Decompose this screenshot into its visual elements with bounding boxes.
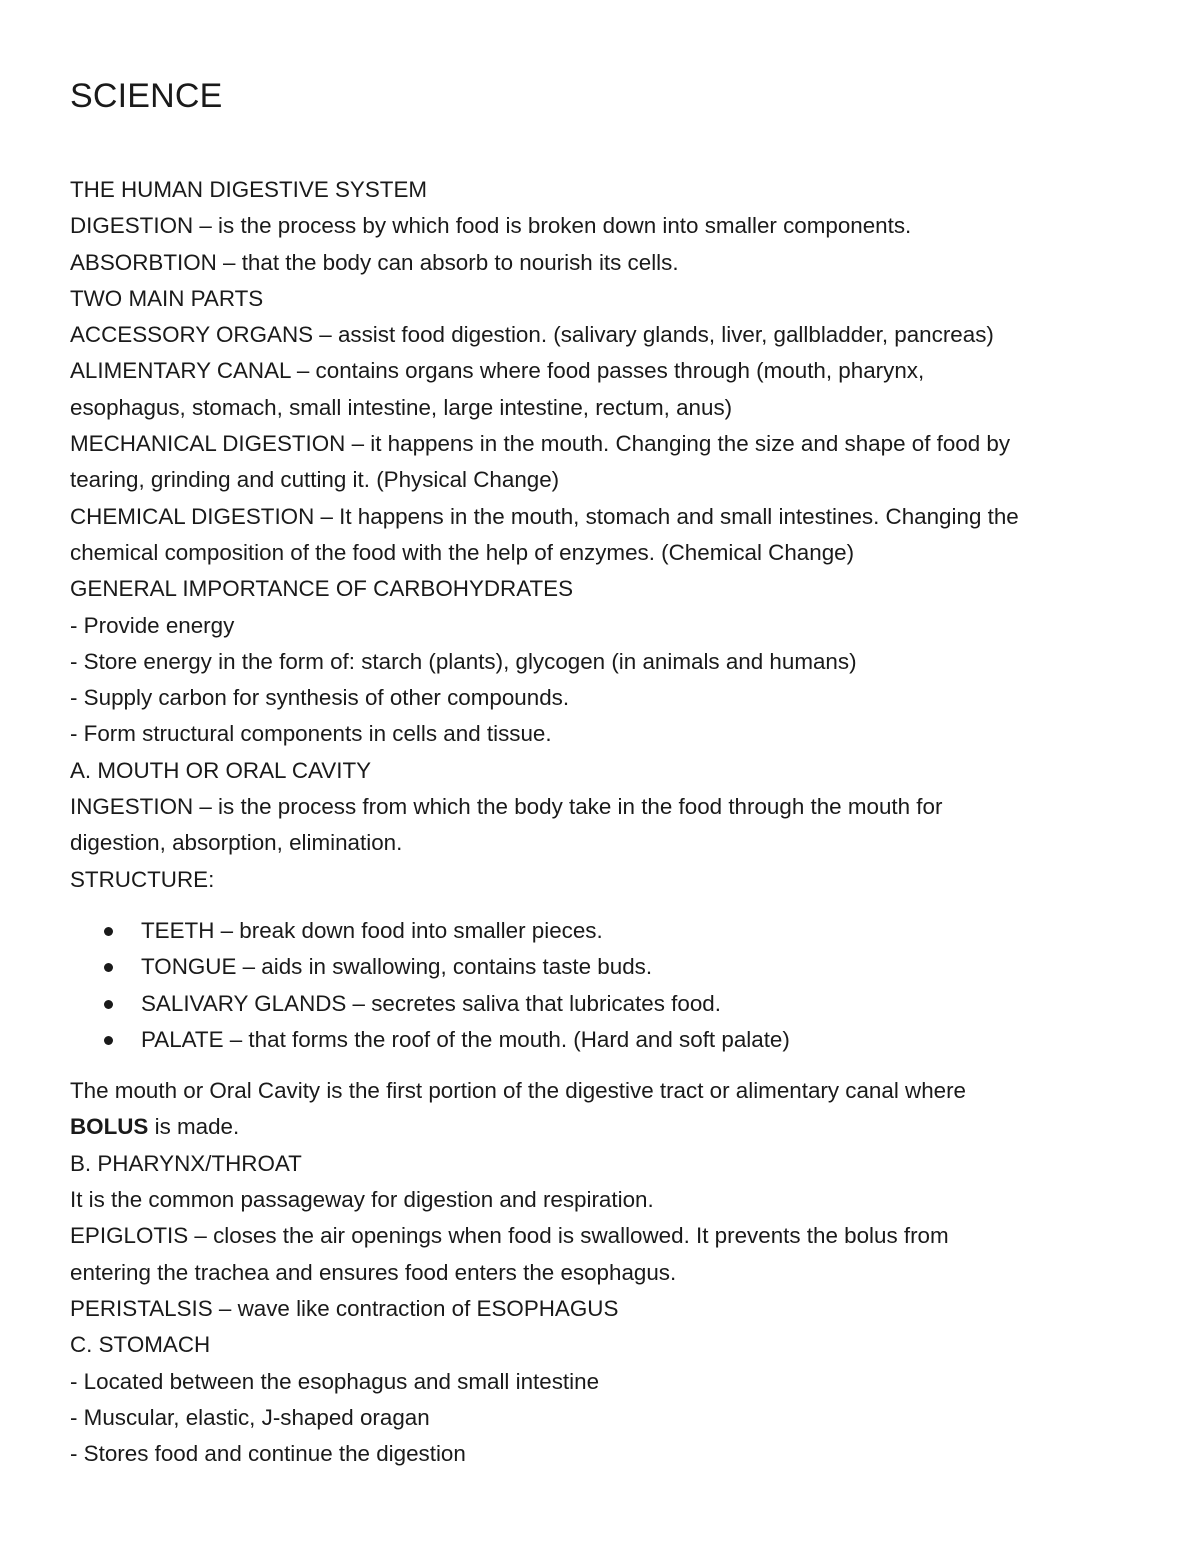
- text-line: ALIMENTARY CANAL – contains organs where food passes through (mouth, pharynx,: [70, 358, 925, 384]
- text-line: - Supply carbon for synthesis of other compounds.: [70, 685, 570, 711]
- structure-bullet-list: [70, 913, 1130, 1058]
- text-line: DIGESTION – is the process by which food is broken down into smaller components.: [70, 213, 912, 239]
- text-line: - Form structural components in cells and tissue.: [70, 721, 552, 747]
- document-body: [70, 172, 1130, 1472]
- bullet-text: TEETH – break down food into smaller pieces.: [141, 917, 603, 943]
- text-line: THE HUMAN DIGESTIVE SYSTEM: [70, 177, 428, 202]
- bullet-item: [70, 913, 1130, 949]
- bullet-text: TONGUE – aids in swallowing, contains taste buds.: [141, 954, 653, 980]
- text-line: - Located between the esophagus and small intestine: [70, 1368, 600, 1394]
- text-line: - Provide energy: [70, 612, 235, 638]
- text-line: digestion, absorption, elimination.: [70, 830, 403, 856]
- text-line: CHEMICAL DIGESTION – It happens in the mouth, stomach and small intestines. Changing the: [70, 503, 1019, 529]
- bullet-text: PALATE – that forms the roof of the mouth. (Hard and soft palate): [141, 1026, 790, 1052]
- bullet-item: [70, 986, 1130, 1022]
- text-line: INGESTION – is the process from which the body take in the food through the mouth for: [70, 794, 943, 820]
- text-line: ABSORBTION – that the body can absorb to nourish its cells.: [70, 249, 679, 275]
- text-line: TWO MAIN PARTS: [70, 285, 264, 311]
- bullet-dot-icon: [104, 1000, 113, 1009]
- text-line: The mouth or Oral Cavity is the first portion of the digestive tract or alimentary canal where: [70, 1078, 967, 1104]
- document-title: SCIENCE: [70, 77, 223, 115]
- text-line: tearing, grinding and cutting it. (Physical Change): [70, 467, 560, 493]
- bullet-item: [70, 949, 1130, 985]
- bullet-dot-icon: [104, 1036, 113, 1045]
- text-line: chemical composition of the food with the help of enzymes. (Chemical Change): [70, 539, 855, 565]
- text-fragment: is made.: [148, 1114, 240, 1140]
- text-line: - Stores food and continue the digestion: [70, 1441, 466, 1467]
- text-line: esophagus, stomach, small intestine, large intestine, rectum, anus): [70, 394, 733, 420]
- text-line: A. MOUTH OR ORAL CAVITY: [70, 757, 372, 783]
- text-line: GENERAL IMPORTANCE OF CARBOHYDRATES: [70, 576, 574, 602]
- bolus-bold-term: BOLUS: [70, 1114, 149, 1140]
- text-line: entering the trachea and ensures food enters the esophagus.: [70, 1259, 677, 1285]
- bullet-dot-icon: [104, 927, 113, 936]
- bullet-text: SALIVARY GLANDS – secretes saliva that lubricates food.: [141, 990, 721, 1016]
- bullet-dot-icon: [104, 963, 113, 972]
- text-line: STRUCTURE:: [70, 866, 215, 892]
- text-line: - Muscular, elastic, J-shaped oragan: [70, 1404, 430, 1430]
- text-line: PERISTALSIS – wave like contraction of ESOPHAGUS: [70, 1295, 619, 1321]
- text-line: MECHANICAL DIGESTION – it happens in the mouth. Changing the size and shape of food by: [70, 431, 1011, 457]
- text-line: B. PHARYNX/THROAT: [70, 1150, 302, 1176]
- text-line: EPIGLOTIS – closes the air openings when food is swallowed. It prevents the bolus from: [70, 1223, 949, 1249]
- text-line: It is the common passageway for digestion and respiration.: [70, 1187, 654, 1213]
- text-line: C. STOMACH: [70, 1332, 211, 1358]
- text-line: ACCESSORY ORGANS – assist food digestion. (salivary glands, liver, gallbladder, pancreas): [70, 322, 994, 348]
- bullet-item: [70, 1022, 1130, 1058]
- text-line: - Store energy in the form of: starch (plants), glycogen (in animals and humans): [70, 648, 857, 674]
- text-line: [70, 1109, 1130, 1145]
